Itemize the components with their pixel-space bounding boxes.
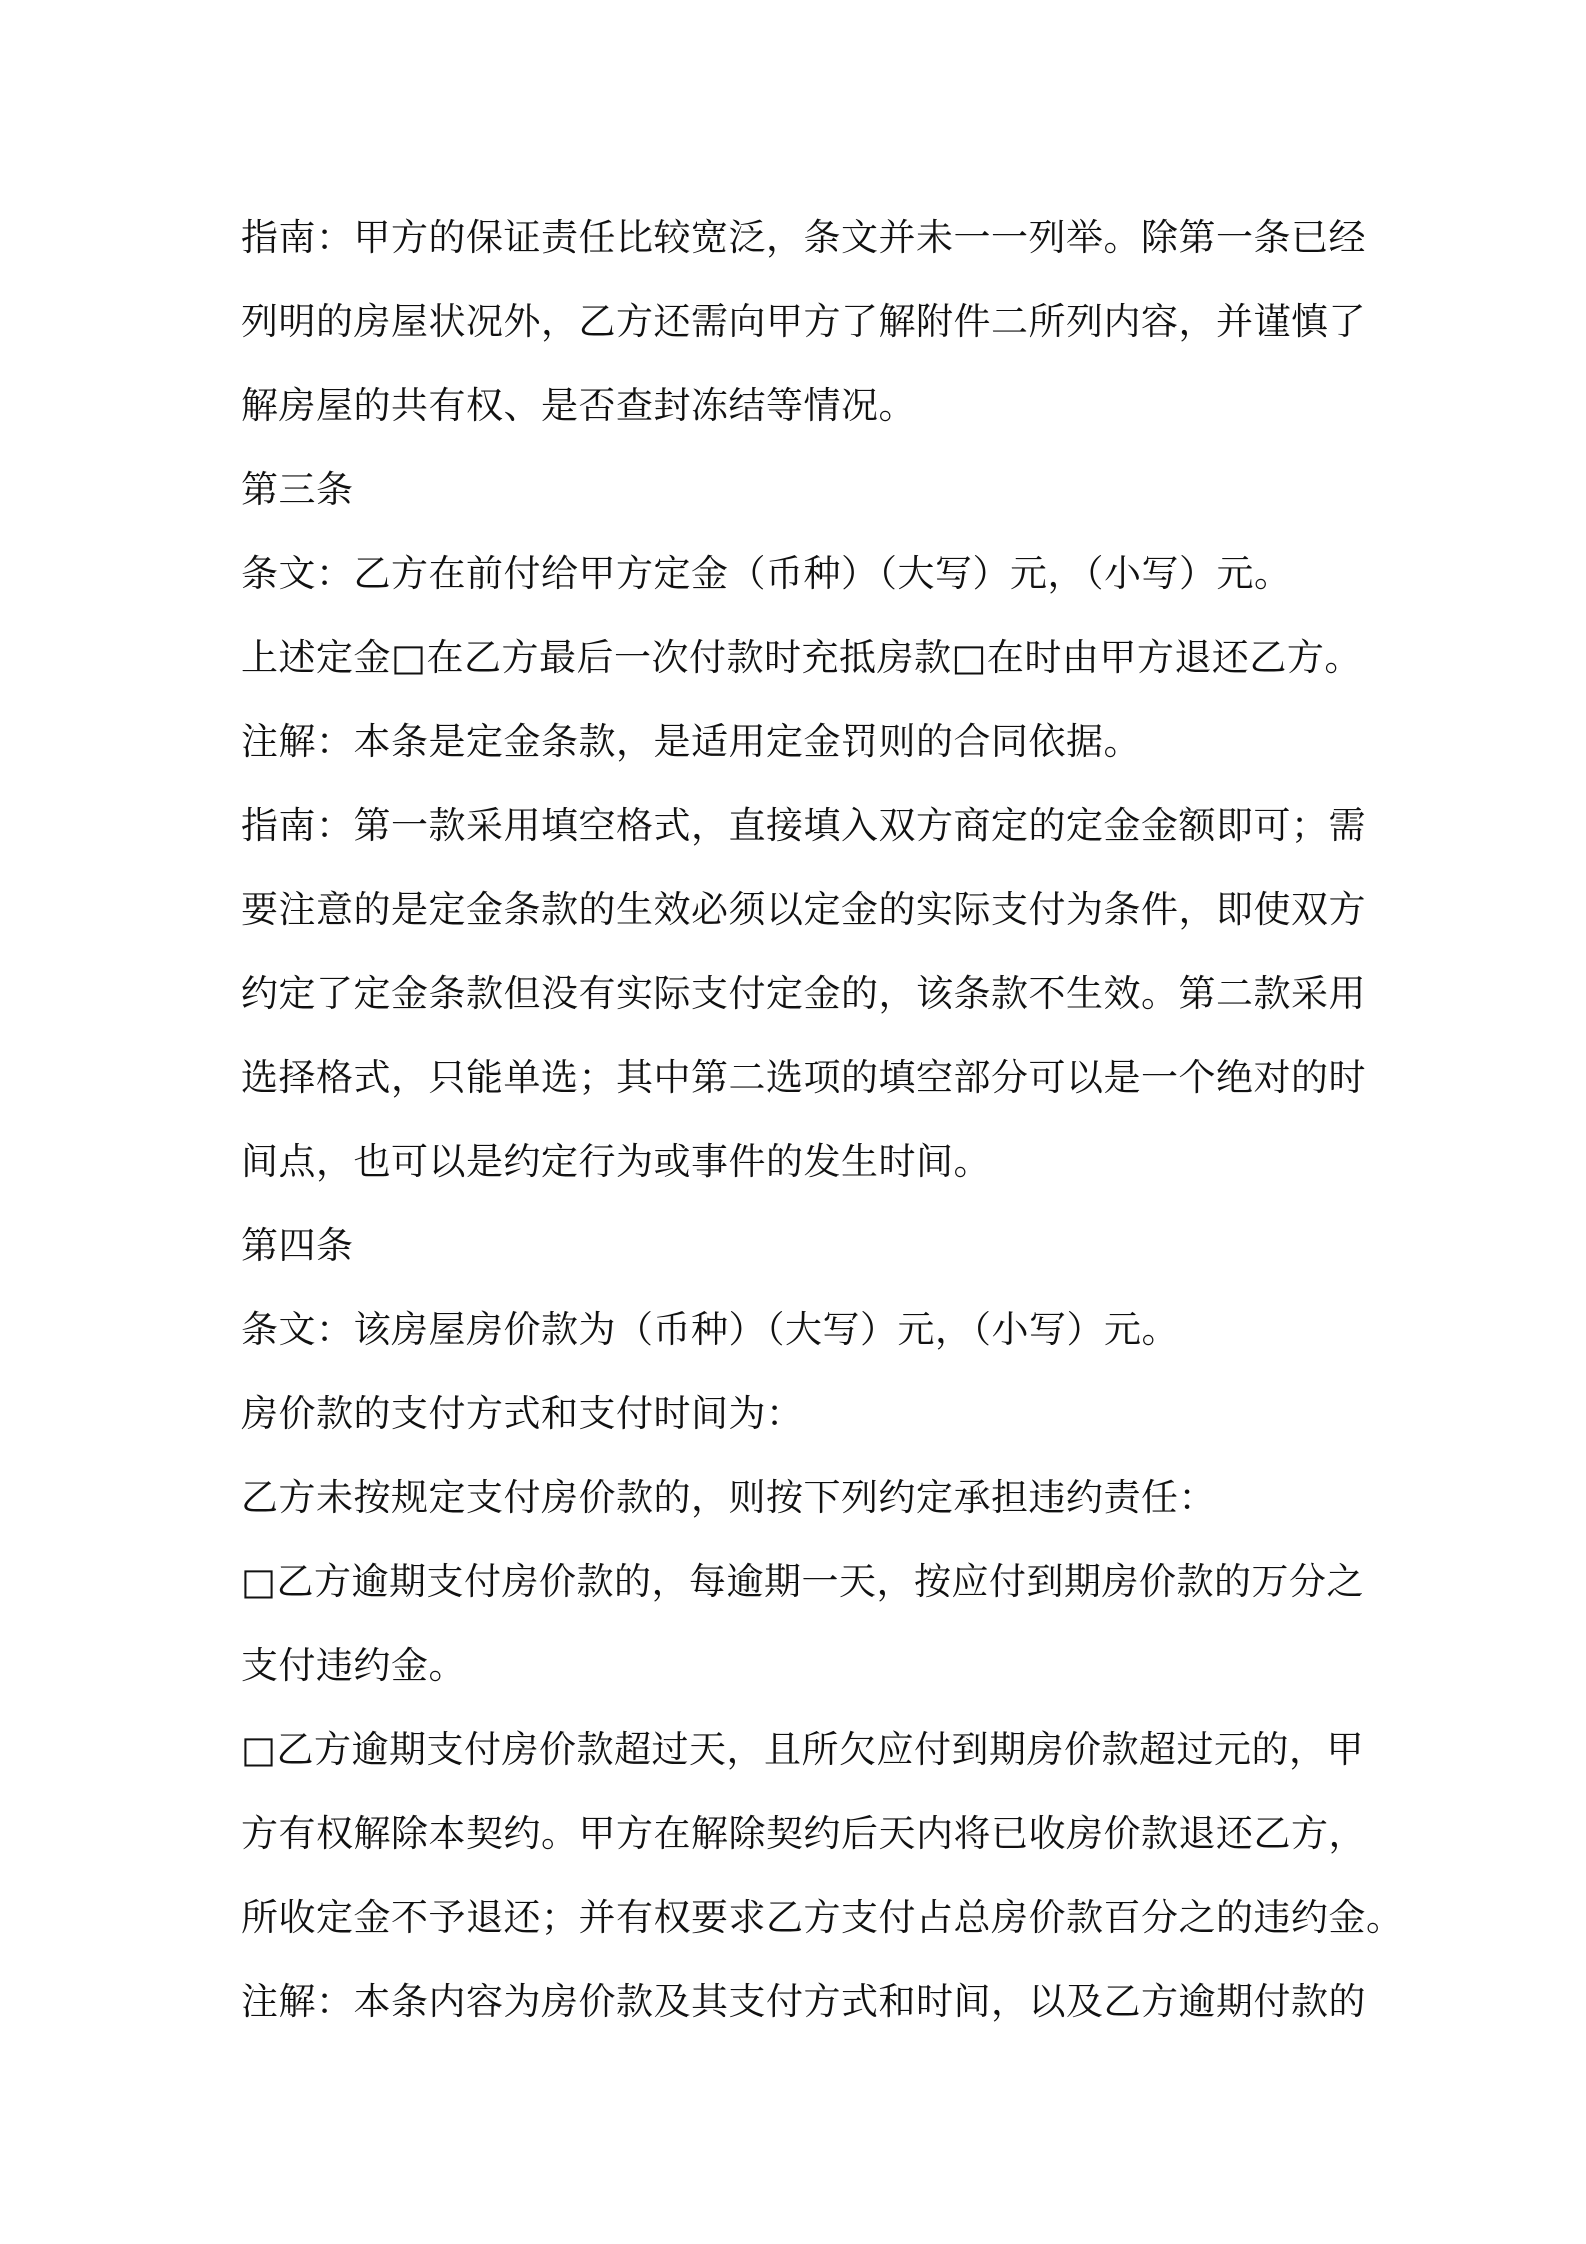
text-line: 注解：本条是定金条款，是适用定金罚则的合同依据。 [241,720,1141,763]
text-line: 乙方未按规定支付房价款的，则按下列约定承担违约责任： [241,1476,1216,1519]
text-line: 解房屋的共有权、是否查封冻结等情况。 [241,384,916,427]
article-heading: 第四条 [241,1224,354,1267]
text-line: 列明的房屋状况外，乙方还需向甲方了解附件二所列内容，并谨慎了 [241,300,1366,343]
text-line: 要注意的是定金条款的生效必须以定金的实际支付为条件，即使双方 [241,888,1366,931]
text-line: 上述定金□在乙方最后一次付款时充抵房款□在时由甲方退还乙方。 [241,636,1362,679]
text-line: 条文：该房屋房价款为（币种）（大写）元，（小写）元。 [241,1308,1179,1351]
text-line: 所收定金不予退还；并有权要求乙方支付占总房价款百分之的违约金。 [241,1896,1404,1939]
text-line: □乙方逾期支付房价款的，每逾期一天，按应付到期房价款的万分之 [241,1560,1364,1603]
article-heading: 第三条 [241,468,354,511]
text-line: 指南：甲方的保证责任比较宽泛，条文并未一一列举。除第一条已经 [241,216,1366,259]
text-line: 选择格式，只能单选；其中第二选项的填空部分可以是一个绝对的时 [241,1056,1366,1099]
text-line: 条文：乙方在前付给甲方定金（币种）（大写）元，（小写）元。 [241,552,1292,595]
text-line: 约定了定金条款但没有实际支付定金的，该条款不生效。第二款采用 [241,972,1366,1015]
text-line: 间点，也可以是约定行为或事件的发生时间。 [241,1140,991,1183]
text-line: 支付违约金。 [241,1644,466,1687]
text-line: 方有权解除本契约。甲方在解除契约后天内将已收房价款退还乙方， [241,1812,1366,1855]
document-body [241,196,1404,2044]
text-line: 指南：第一款采用填空格式，直接填入双方商定的定金金额即可；需 [241,804,1366,847]
text-line: 注解：本条内容为房价款及其支付方式和时间，以及乙方逾期付款的 [241,1980,1366,2023]
text-line: □乙方逾期支付房价款超过天，且所欠应付到期房价款超过元的，甲 [241,1728,1364,1771]
text-line: 房价款的支付方式和支付时间为： [241,1392,804,1435]
